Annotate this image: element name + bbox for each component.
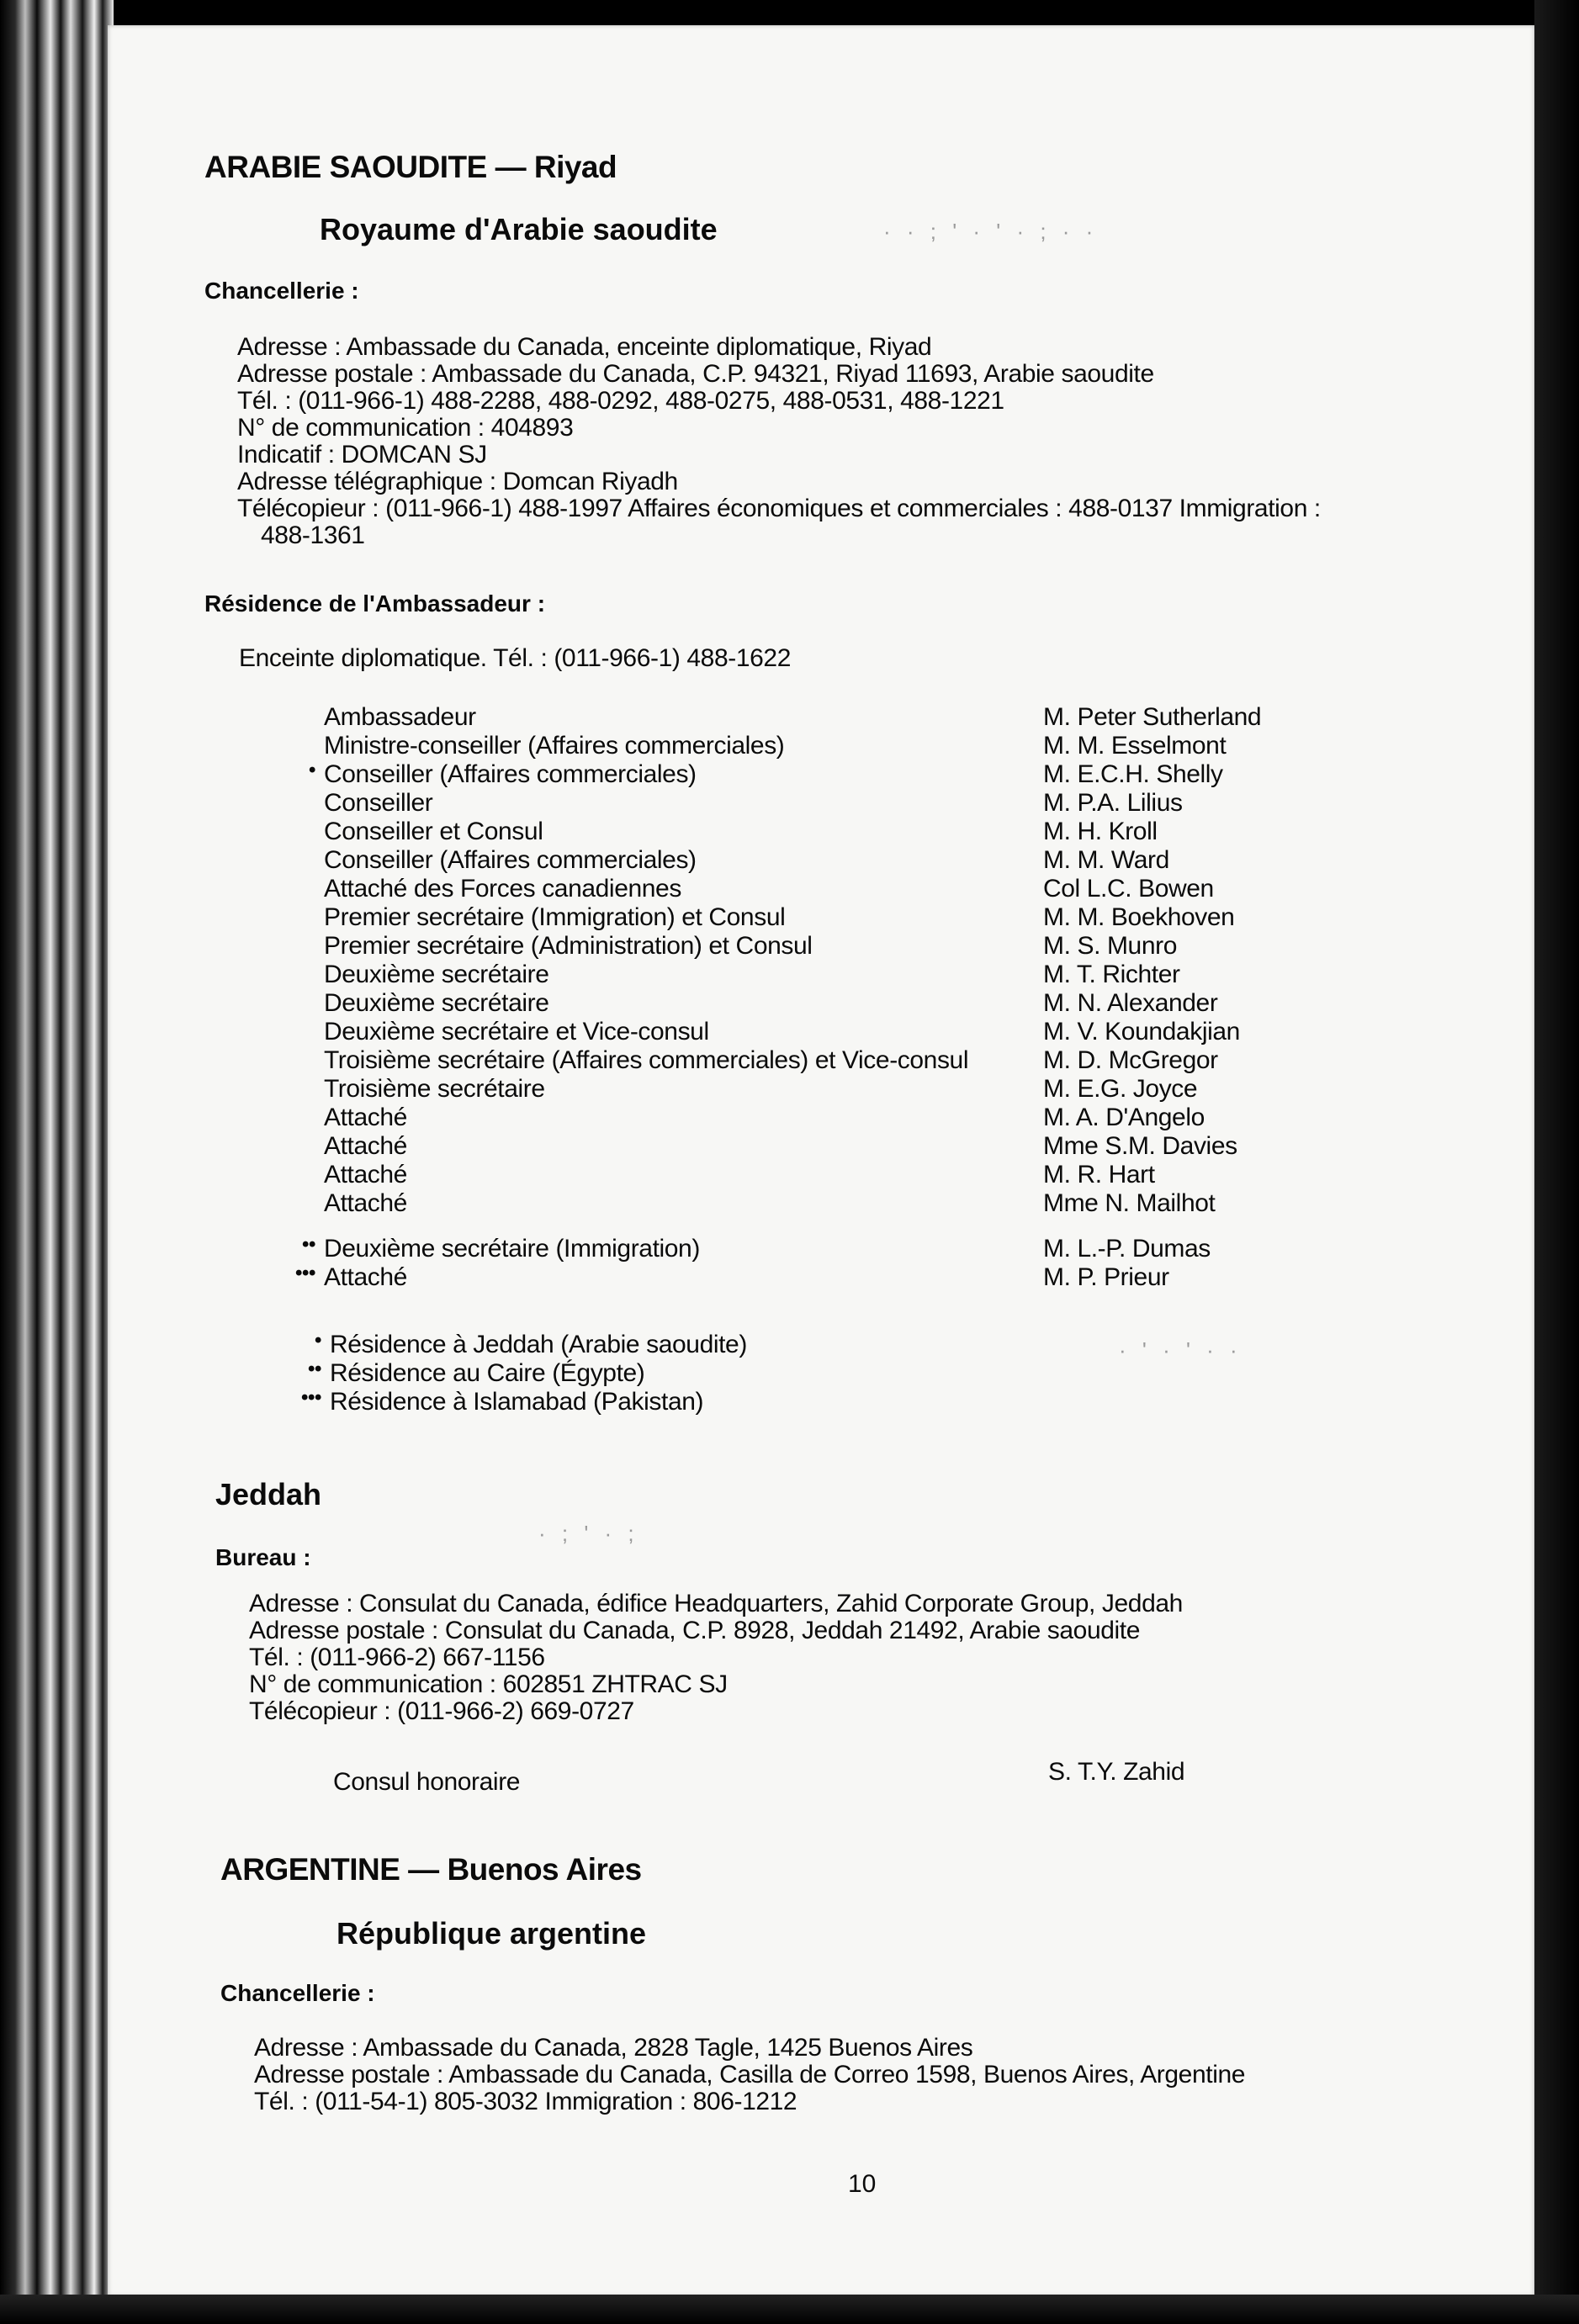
staff-row	[324, 846, 1417, 875]
fax-line-continuation: 488-1361	[261, 521, 365, 549]
staff-title: Conseiller (Affaires commerciales)	[324, 760, 697, 788]
staff-title: Attaché	[324, 1132, 407, 1160]
footnote-text: Résidence au Caire (Égypte)	[330, 1359, 645, 1387]
staff-name: M. S. Munro	[1043, 932, 1177, 960]
office-label-jeddah: Bureau :	[215, 1544, 311, 1570]
staff-name: Col L.C. Bowen	[1043, 875, 1214, 903]
staff-title: Troisième secrétaire (Affaires commerciales) et Vice-consul	[324, 1046, 969, 1074]
staff-row	[324, 1075, 1417, 1104]
phone-line: Tél. : (011-966-2) 667-1156	[249, 1644, 545, 1671]
chancellery-label-argentina: Chancellerie :	[220, 1980, 375, 2006]
footnote-mark: ••	[307, 1358, 321, 1380]
footnote-item	[300, 1386, 747, 1416]
residence-line: Enceinte diplomatique. Tél. : (011-966-1) 488-1622	[239, 644, 791, 672]
communication-line: N° de communication : 602851 ZHTRAC SJ	[249, 1670, 728, 1698]
scan-bottom-edge	[0, 2295, 1579, 2324]
staff-title: Deuxième secrétaire (Immigration)	[324, 1235, 700, 1263]
staff-title: Ministre-conseiller (Affaires commerciales)	[324, 732, 785, 760]
staff-title: Conseiller (Affaires commerciales)	[324, 846, 697, 874]
footnote-mark: •	[314, 1329, 321, 1352]
staff-name: M. V. Koundakjian	[1043, 1018, 1240, 1046]
scan-noise: · · ; ' · ' · ; · ·	[883, 219, 1099, 244]
country-heading-saudi: ARABIE SAOUDITE — Riyad	[204, 150, 617, 184]
staff-row	[294, 1262, 1417, 1292]
footnote-text: Résidence à Islamabad (Pakistan)	[330, 1388, 704, 1416]
staff-title: Attaché des Forces canadiennes	[324, 875, 681, 903]
staff-row	[324, 789, 1417, 818]
scan-right-edge	[1534, 0, 1579, 2324]
footnote-text: Résidence à Jeddah (Arabie saoudite)	[330, 1331, 747, 1358]
address-line: Adresse : Ambassade du Canada, enceinte diplomatique, Riyad	[237, 333, 932, 361]
staff-name: Mme N. Mailhot	[1043, 1189, 1216, 1217]
staff-name: M. M. Esselmont	[1043, 732, 1227, 760]
staff-name: M. E.C.H. Shelly	[1043, 760, 1223, 788]
staff-row	[324, 961, 1417, 989]
staff-title: Conseiller et Consul	[324, 818, 543, 845]
scan-noise: · ; ' · ;	[538, 1521, 639, 1546]
telegraph-line: Adresse télégraphique : Domcan Riyadh	[237, 468, 678, 495]
staff-row	[324, 1046, 1417, 1075]
staff-row	[324, 818, 1417, 846]
communication-line: N° de communication : 404893	[237, 414, 574, 442]
phone-line: Tél. : (011-54-1) 805-3032 Immigration : 806-1212	[254, 2088, 797, 2115]
footnote-mark: •••	[300, 1386, 321, 1409]
staff-name: M. H. Kroll	[1043, 818, 1158, 845]
staff-title: Deuxième secrétaire	[324, 989, 549, 1017]
fax-line: Télécopieur : (011-966-2) 669-0727	[249, 1697, 634, 1725]
footnote-mark: ••	[301, 1233, 315, 1256]
footnote-item	[314, 1329, 747, 1359]
footnote-item	[307, 1358, 747, 1388]
staff-name: M. D. McGregor	[1043, 1046, 1218, 1074]
staff-name: M. M. Ward	[1043, 846, 1169, 874]
staff-title: Attaché	[324, 1104, 407, 1131]
staff-row	[301, 1233, 1417, 1263]
book-binding-edge	[0, 0, 114, 2324]
address-line: Adresse : Ambassade du Canada, 2828 Tagle, 1425 Buenos Aires	[254, 2034, 973, 2062]
scan-noise: · ' · ' · ·	[1119, 1337, 1243, 1363]
staff-name: M. P.A. Lilius	[1043, 789, 1183, 817]
staff-name: Mme S.M. Davies	[1043, 1132, 1237, 1160]
staff-title: Ambassadeur	[324, 703, 476, 731]
staff-row	[324, 875, 1417, 903]
callsign-line: Indicatif : DOMCAN SJ	[237, 441, 487, 469]
staff-name: M. N. Alexander	[1043, 989, 1218, 1017]
phone-line: Tél. : (011-966-1) 488-2288, 488-0292, 488-0275, 488-0531, 488-1221	[237, 387, 1004, 415]
consul-title: Consul honoraire	[333, 1768, 521, 1796]
residence-label: Résidence de l'Ambassadeur :	[204, 590, 546, 617]
chancellery-block-saudi	[237, 333, 1321, 548]
staff-name: M. A. D'Angelo	[1043, 1104, 1205, 1131]
chancellery-label-saudi: Chancellerie :	[204, 278, 359, 304]
staff-row	[324, 1104, 1417, 1132]
staff-title: Deuxième secrétaire et Vice-consul	[324, 1018, 709, 1046]
fax-line: Télécopieur : (011-966-1) 488-1997 Affaires économiques et commerciales : 488-0137 Immigration :	[237, 495, 1321, 522]
staff-row	[324, 1018, 1417, 1046]
footnotes	[300, 1329, 747, 1416]
office-block-jeddah	[249, 1590, 1183, 1724]
chancellery-block-argentina	[254, 2034, 1245, 2115]
staff-name: M. P. Prieur	[1043, 1263, 1169, 1291]
country-heading-argentina: ARGENTINE — Buenos Aires	[220, 1852, 642, 1887]
staff-title: Attaché	[324, 1263, 407, 1291]
footnote-mark: •	[308, 759, 315, 781]
staff-title: Premier secrétaire (Administration) et Consul	[324, 932, 813, 960]
country-subtitle-saudi: Royaume d'Arabie saoudite	[320, 212, 718, 246]
staff-row	[324, 1161, 1417, 1189]
staff-row	[324, 1189, 1417, 1218]
staff-title: Deuxième secrétaire	[324, 961, 549, 988]
staff-title: Attaché	[324, 1161, 407, 1188]
staff-row	[324, 932, 1417, 961]
staff-row	[308, 759, 1417, 789]
staff-name: M. L.-P. Dumas	[1043, 1235, 1211, 1263]
staff-title: Troisième secrétaire	[324, 1075, 545, 1103]
footnote-mark: •••	[294, 1262, 315, 1284]
staff-list-saudi	[294, 703, 1417, 1292]
city-heading-jeddah: Jeddah	[215, 1477, 322, 1511]
staff-row	[324, 703, 1417, 732]
page-number: 10	[848, 2170, 877, 2198]
address-line: Adresse : Consulat du Canada, édifice Headquarters, Zahid Corporate Group, Jeddah	[249, 1590, 1183, 1617]
staff-row	[324, 1132, 1417, 1161]
staff-name: M. Peter Sutherland	[1043, 703, 1262, 731]
staff-name: M. E.G. Joyce	[1043, 1075, 1198, 1103]
staff-name: M. R. Hart	[1043, 1161, 1155, 1188]
postal-address-line: Adresse postale : Consulat du Canada, C.P. 8928, Jeddah 21492, Arabie saoudite	[249, 1617, 1141, 1644]
staff-title: Premier secrétaire (Immigration) et Consul	[324, 903, 786, 931]
postal-address-line: Adresse postale : Ambassade du Canada, C.P. 94321, Riyad 11693, Arabie saoudite	[237, 360, 1154, 388]
staff-row	[324, 732, 1417, 760]
staff-name: M. T. Richter	[1043, 961, 1180, 988]
postal-address-line: Adresse postale : Ambassade du Canada, Casilla de Correo 1598, Buenos Aires, Argentine	[254, 2061, 1246, 2088]
staff-name: M. M. Boekhoven	[1043, 903, 1235, 931]
staff-row	[324, 989, 1417, 1018]
consul-name: S. T.Y. Zahid	[1048, 1758, 1185, 1786]
staff-title: Attaché	[324, 1189, 407, 1217]
country-subtitle-argentina: République argentine	[336, 1916, 647, 1951]
staff-row	[324, 903, 1417, 932]
staff-title: Conseiller	[324, 789, 433, 817]
